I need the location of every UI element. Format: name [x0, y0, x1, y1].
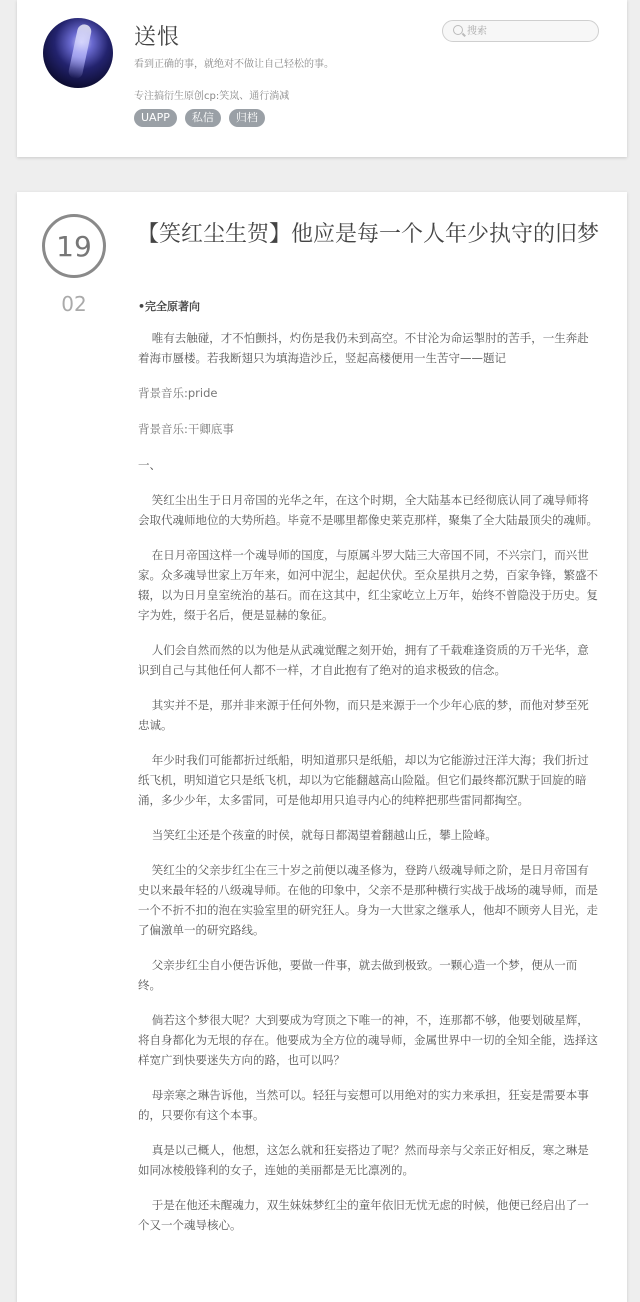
paragraph: 人们会自然而然的以为他是从武魂觉醒之刻开始，拥有了千载难逢资质的万千光华，意识到自己与其他任何人都不一样，才自此抱有了绝对的追求极致的信念。	[138, 643, 589, 677]
background-music-2: 背景音乐:干卿底事	[138, 422, 234, 436]
post-epigraph: 唯有去触碰，才不怕颤抖，灼伤是我仍未到高空。不甘沦为命运掣肘的苦手，一生奔赴着海市蜃楼。若我断翅只为填海造沙丘，竖起高楼便用一生苦守——题记	[138, 331, 589, 365]
avatar[interactable]	[43, 18, 113, 88]
section-heading: 一、	[138, 458, 161, 472]
blog-description: 看到正确的事，就绝对不做让自己轻松的事。	[134, 59, 334, 70]
search-box[interactable]	[442, 20, 599, 42]
post-date-month: 02	[61, 292, 87, 316]
paragraph: 在日月帝国这样一个魂导师的国度，与原属斗罗大陆三大帝国不同，不兴宗门，而兴世家。众多魂导世家上万年来，如河中泥尘，起起伏伏。至众星拱月之势，百家争锋，繁盛不辍，以为日月皇室统治的基石。而在这其中，红尘家屹立上万年，始终不曾隐没于历史。复字为姓，缀于名后，便是显赫的象征。	[138, 548, 598, 622]
nav-archive-button[interactable]: 归档	[229, 109, 265, 127]
nav-message-button[interactable]: 私信	[185, 109, 221, 127]
blog-nav	[134, 109, 265, 127]
paragraph: 倘若这个梦很大呢？大到要成为穹顶之下唯一的神，不，连那都不够，他要划破星辉，将自身都化为无垠的存在。他要成为全方位的魂导师，金属世界中一切的全知全能，选择这样宽广到快要迷失方向的路，也可以吗？	[138, 1013, 598, 1067]
post-body	[138, 328, 600, 1250]
paragraph: 父亲步红尘自小便告诉他，要做一件事，就去做到极致。一颗心造一个梦，便从一而终。	[138, 958, 578, 992]
paragraph: 于是在他还未醒魂力，双生妹妹梦红尘的童年依旧无忧无虑的时候，他便已经启出了一个又一个魂导核心。	[138, 1198, 589, 1232]
post-title[interactable]: 【笑红尘生贺】他应是每一个人年少执守的旧梦	[137, 222, 600, 247]
post-tag: •完全原著向	[138, 300, 201, 313]
paragraph: 年少时我们可能都折过纸船，明知道那只是纸船，却以为它能游过汪洋大海；我们折过纸飞机，明知道它只是纸飞机，却以为它能翻越高山险隘。但它们最终都沉默于回旋的暗涌，多少少年，太多雷同，可是他却用只追寻内心的纯粹把那些雷同都掏空。	[138, 753, 589, 807]
blog-note: 专注搞衍生原创cp:笑岚、通行淌减	[134, 91, 290, 102]
paragraph: 其实并不是，那并非来源于任何外物，而只是来源于一个少年心底的梦，而他对梦至死忠诚。	[138, 698, 589, 732]
post-date-day: 19	[42, 214, 106, 278]
paragraph: 笑红尘出生于日月帝国的光华之年，在这个时期，全大陆基本已经彻底认同了魂导师将会取代魂师地位的大势所趋。毕竟不是哪里都像史莱克那样，聚集了全大陆最顶尖的魂师。	[138, 493, 598, 527]
search-icon	[453, 25, 463, 35]
paragraph: 母亲寒之琳告诉他，当然可以。轻狂与妄想可以用绝对的实力来承担，狂妄是需要本事的，只要你有这个本事。	[138, 1088, 589, 1122]
blog-header	[17, 0, 627, 157]
post-card	[17, 192, 627, 1302]
background-music-1: 背景音乐:pride	[138, 386, 218, 400]
blog-title[interactable]: 送恨	[134, 25, 181, 50]
search-input[interactable]	[467, 23, 587, 39]
paragraph: 真是以己概人，他想，这怎么就和狂妄搭边了呢？然而母亲与父亲正好相反，寒之琳是如同冰棱般锋利的女子，连她的美丽都是无比凛冽的。	[138, 1143, 589, 1177]
paragraph: 笑红尘的父亲步红尘在三十岁之前便以魂圣修为，登跨八级魂导师之阶，是日月帝国有史以来最年轻的八级魂导师。在他的印象中，父亲不是那种横行实战于战场的魂导师，而是一个不折不扣的泡在实验室里的研究狂人。身为一大世家之继承人，他却不顾旁人目光，走了偏激单一的研究路线。	[138, 863, 598, 937]
paragraph: 当笑红尘还是个孩童的时侯，就每日都渴望着翻越山丘，攀上险峰。	[151, 828, 497, 842]
nav-uapp-button[interactable]: UAPP	[134, 109, 177, 127]
